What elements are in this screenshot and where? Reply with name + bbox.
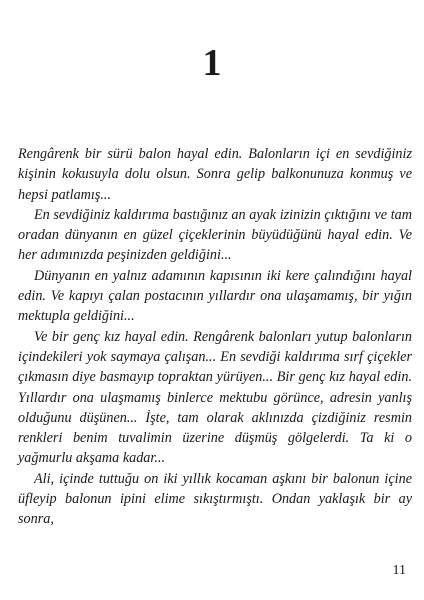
- paragraph-2: En sevdiğiniz kaldırıma bastığınız an ayak izinizin çıktığını ve tam oradan dünyanın en güzel çiçeklerinin büyüdüğünü hayal edin. Ve her adımınızda peşinizden geldiğini...: [18, 206, 412, 264]
- chapter-number: 1: [202, 42, 222, 84]
- paragraph-5: Ali, içinde tuttuğu on iki yıllık kocaman aşkını bir balonun içine üfleyip balonun ipini elime sıkıştırmıştı. Ondan yaklaşık bir ay sonra,: [18, 470, 412, 528]
- paragraph-3: Dünyanın en yalnız adamının kapısının iki kere çalındığını hayal edin. Ve kapıyı çalan postacının yıllardır ona ulaşamamış, bir yığın mektupla geldiğini...: [18, 267, 412, 325]
- body-text: [18, 144, 412, 530]
- page-number: 11: [392, 563, 406, 578]
- paragraph-1: Rengârenk bir sürü balon hayal edin. Balonların içi en sevdiğiniz kişinin kokusuyla dolu olsun. Sonra gelip balkonunuza konmuş ve hepsi patlamış...: [18, 146, 412, 203]
- paragraph-4: Ve bir genç kız hayal edin. Rengârenk balonları yutup balonların içindekileri yok saymaya çalışan... En sevdiği kaldırıma sırf çiçekler çıkmasın diye basmayıp topraktan yürüyen... Bir genç kız hayal edin. Yıllardır ona ulaşmamış binlerce mektubu görünce, adresin yanlış olduğunu düşünen... İşte, tam olarak aklınızda çizdiğiniz resmin renkleri benim tuvalimin üzerine düşmüş gölgelerdi. Ta ki o yağmurlu akşama kadar...: [18, 328, 412, 467]
